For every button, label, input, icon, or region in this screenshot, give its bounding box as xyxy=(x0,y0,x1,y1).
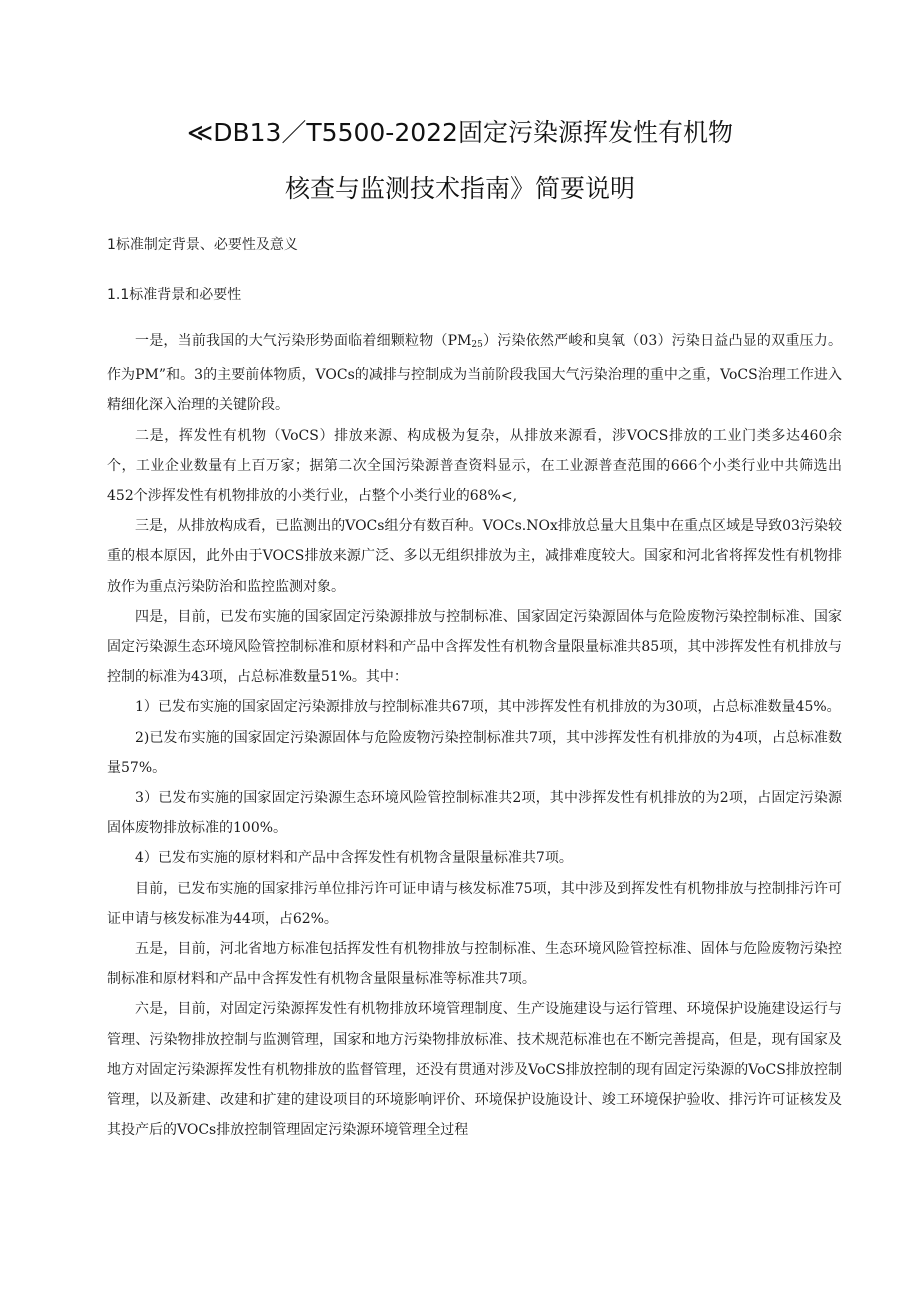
paragraph-3: 三是，从排放构成看，已监测出的VOCs组分有数百种。VOCs.NOx排放总量大且集中在重点区域是导致03污染较重的根本原因，此外由于VOCS排放来源广泛、多以无组织排放为主，减排难度较大。国家和河北省将挥发性有机物排放作为重点污染防治和监控监测对象。 xyxy=(107,518,842,595)
paragraph-9: 目前，已发布实施的国家排污单位排污许可证申请与核发标准75项，其中涉及到挥发性有机物排放与控制排污许可证申请与核发标准为44项，占62%。 xyxy=(107,880,842,927)
paragraph-5: 1）已发布实施的国家固定污染源排放与控制标准共67项，其中涉挥发性有机排放的为30项，占总标准数量45%。 xyxy=(135,699,841,716)
section-heading-1-1: 1.1标准背景和必要性 xyxy=(107,287,242,303)
section-heading-1: 1标准制定背景、必要性及意义 xyxy=(107,237,298,253)
paragraph-4: 四是，目前，已发布实施的国家固定污染源排放与控制标准、国家固定污染源固体与危险废物污染控制标准、国家固定污染源生态环境风险管控制标准和原材料和产品中含挥发性有机物含量限量标准共85项，其中涉挥发性有机排放与控制的标准为43项，占总标准数量51%。其中： xyxy=(107,608,842,686)
paragraph-11: 六是，目前，对固定污染源挥发性有机物排放环境管理制度、生产设施建设与运行管理、环境保护设施建设运行与管理、污染物排放控制与监测管理，国家和地方污染物排放标准、技术规范标准也在不断完善提高，但是，现有国家及地方对固定污染源挥发性有机物排放的监督管理，还没有贯通对涉及VoCS排放控制的现有固定污染源的VoCS排放控制管理，以及新建、改建和扩建的建设项目的环境影响评价、环境保护设施设计、竣工环境保护验收、排污许可证核发及其投产后的VOCs排放控制管理固定污染源环境管理全过程 xyxy=(107,1001,842,1139)
paragraph-2: 二是，挥发性有机物（VoCS）排放来源、构成极为复杂，从排放来源看，涉VOCS排放的工业门类多达460余个，工业企业数量有上百万家；据第二次全国污染源普查资料显示，在工业源普查范围的666个小类行业中共筛选出452个涉挥发性有机物排放的小类行业，占整个小类行业的68%<, xyxy=(107,427,842,505)
paragraph-7: 3）已发布实施的国家固定污染源生态环境风险管控制标准共2项，其中涉挥发性有机排放的为2项，占固定污染源固体废物排放标准的100%。 xyxy=(107,790,842,837)
body-text xyxy=(107,326,842,1145)
pm-subscript: 25 xyxy=(471,340,483,350)
document-title-line-1: ≪DB13／T5500-2022固定污染源挥发性有机物 xyxy=(187,118,733,147)
paragraph-10: 五是，目前，河北省地方标准包括挥发性有机物排放与控制标准、生态环境风险管控标准、固体与危险废物污染控制标准和原材料和产品中含挥发性有机物含量限量标准等标准共7项。 xyxy=(107,941,842,988)
paragraph-1-part-a: 一是，当前我国的大气污染形势面临着细颗粒物（PM xyxy=(135,333,472,349)
paragraph-8: 4）已发布实施的原材料和产品中含挥发性有机物含量限量标准共7项。 xyxy=(135,850,573,867)
paragraph-1 xyxy=(107,326,842,421)
paragraph-1-part-b: ）污染依然严峻和臭氧（03）污染日益凸显的双重压力。作为PM”和。3的主要前体物质，VOCs的减排与控制成为当前阶段我国大气污染治理的重中之重，VoCS治理工作进入精细化深入治理的关键阶段。 xyxy=(107,333,842,414)
paragraph-6: 2)已发布实施的国家固定污染源固体与危险废物污染控制标准共7项，其中涉挥发性有机排放的为4项，占总标准数量57%。 xyxy=(107,729,842,776)
document-title-line-2: 核查与监测技术指南》简要说明 xyxy=(284,174,635,203)
